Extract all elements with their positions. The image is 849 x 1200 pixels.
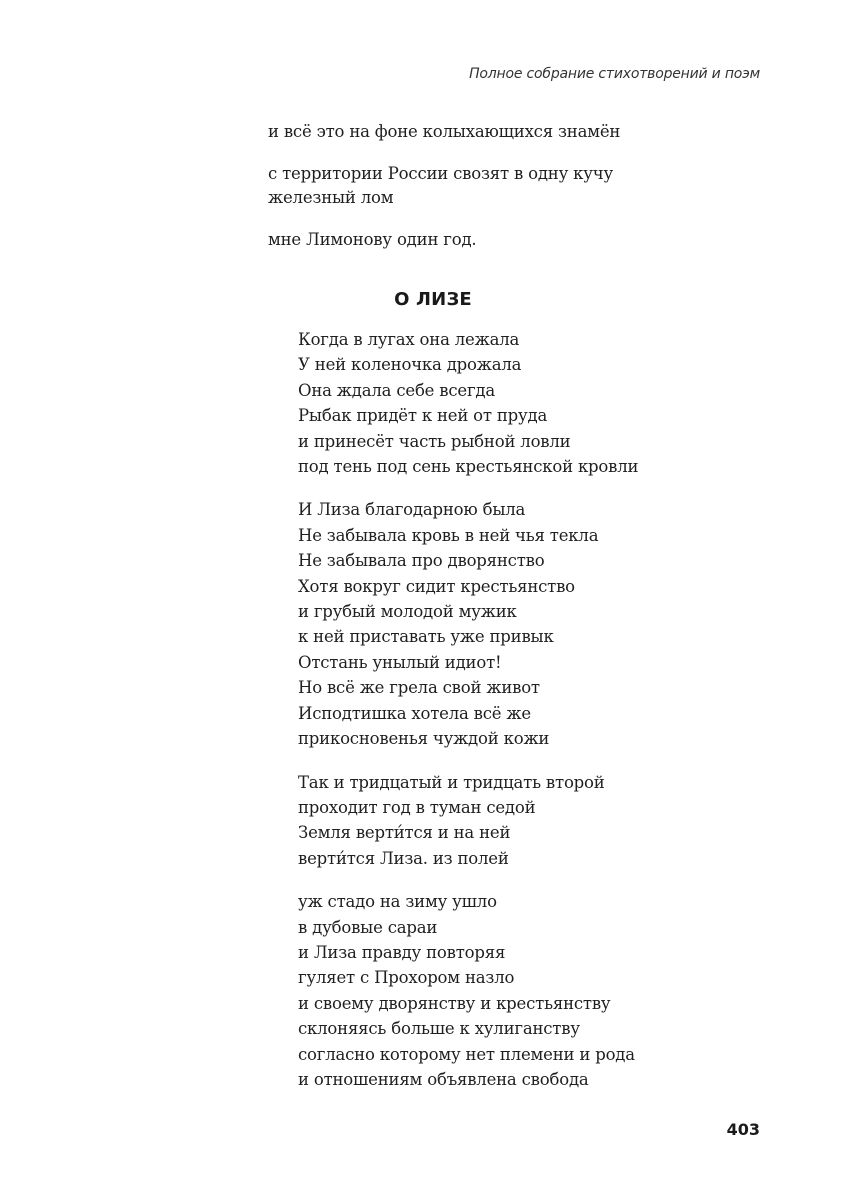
verse-line: мне Лимонову один год. xyxy=(268,230,477,249)
verse-line: и Лиза правду повторяя xyxy=(298,942,506,962)
verse-line: проходит год в туман седой xyxy=(298,797,536,817)
verse-line: в дубовые сараи xyxy=(298,917,438,937)
intro-paragraph xyxy=(268,228,708,252)
intro-paragraph xyxy=(268,162,708,210)
poem-body xyxy=(298,327,738,1110)
stanza xyxy=(298,889,738,1092)
stanza xyxy=(298,327,738,479)
verse-line: Хотя вокруг сидит крестьянство xyxy=(298,576,575,596)
verse-line: Земля верти́тся и на ней xyxy=(298,823,511,843)
verse-line: И Лиза благодарною была xyxy=(298,500,526,520)
verse-line: и грубый молодой мужик xyxy=(298,602,517,622)
stanza xyxy=(298,770,738,872)
verse-line: и своему дворянству и крестьянству xyxy=(298,993,611,1013)
verse-line: уж стадо на зиму ушло xyxy=(298,892,497,912)
stanza xyxy=(298,497,738,751)
verse-line: Отстань унылый идиот! xyxy=(298,652,502,672)
verse-line: Так и тридцатый и тридцать второй xyxy=(298,772,605,792)
poem-title: О ЛИЗЕ xyxy=(394,289,472,310)
verse-line: прикосновенья чуждой кожи xyxy=(298,729,550,749)
verse-line: Исподтишка хотела всё же xyxy=(298,703,531,723)
verse-line: с территории России свозят в одну кучу xyxy=(268,164,613,183)
verse-line: под тень под сень крестьянской кровли xyxy=(298,457,639,477)
verse-line: и отношениям объявлена свобода xyxy=(298,1069,589,1089)
verse-line: склоняясь больше к хулиганству xyxy=(298,1019,580,1039)
verse-line: У ней коленочка дрожала xyxy=(298,355,522,375)
verse-line: Рыбак придёт к ней от пруда xyxy=(298,406,548,426)
intro-paragraph xyxy=(268,120,708,144)
verse-line: Не забывала кровь в ней чья текла xyxy=(298,525,599,545)
verse-line: Но всё же грела свой живот xyxy=(298,678,540,698)
verse-line: и принесёт часть рыбной ловли xyxy=(298,431,571,451)
verse-line: и всё это на фоне колыхающихся знамён xyxy=(268,122,621,141)
verse-line: Она ждала себе всегда xyxy=(298,380,496,400)
verse-line: к ней приставать уже привык xyxy=(298,627,554,647)
verse-line: согласно которому нет племени и рода xyxy=(298,1044,635,1064)
verse-line: гуляет с Прохором назло xyxy=(298,968,515,988)
verse-line: Не забывала про дворянство xyxy=(298,551,545,571)
page-number: 403 xyxy=(726,1120,760,1139)
intro-verses xyxy=(268,120,708,270)
running-head: Полное собрание стихотворений и поэм xyxy=(469,66,760,82)
verse-line: железный лом xyxy=(268,188,394,207)
verse-line: Когда в лугах она лежала xyxy=(298,330,520,349)
verse-line: верти́тся Лиза. из полей xyxy=(298,848,509,868)
